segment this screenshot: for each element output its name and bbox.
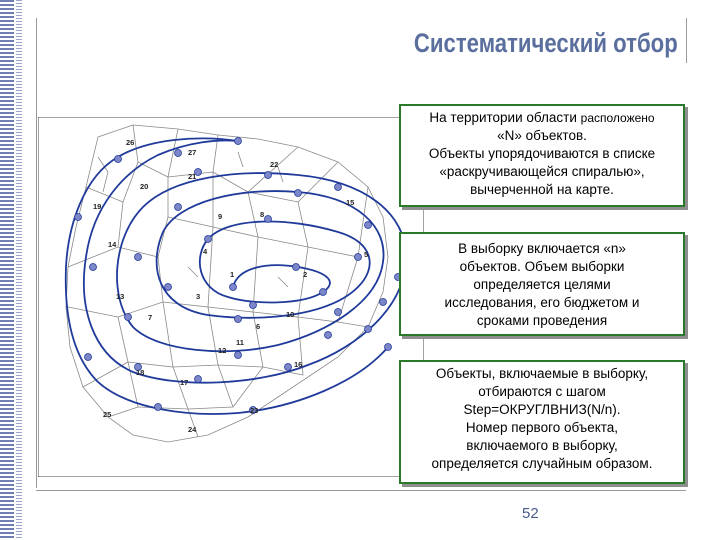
region-label: 16 — [294, 360, 303, 369]
box3-line2: отбираются с шагом — [478, 384, 606, 399]
box1-line2: «N» объектов. — [497, 128, 587, 143]
region-label: 20 — [140, 182, 149, 191]
info-box-population — [399, 104, 685, 207]
region-label: 11 — [236, 338, 244, 347]
region-label: 15 — [346, 198, 355, 207]
region-label: 2 — [303, 270, 308, 279]
region-label: 25 — [103, 410, 112, 419]
region-map — [38, 117, 424, 477]
box1-line5: вычерченной на карте. — [470, 182, 614, 197]
region-label: 8 — [260, 210, 265, 219]
region-label: 6 — [256, 322, 261, 331]
box3-line4: Номер первого объекта, — [465, 420, 619, 435]
frame-left-line — [36, 18, 37, 488]
box1-line3: Объекты упорядочиваются в списке — [428, 146, 656, 161]
slide-title: Систематический отбор — [414, 28, 678, 58]
region-label: 4 — [203, 247, 208, 256]
box2-line1: В выборку включается «n» — [458, 241, 626, 256]
box1-line1: На территории области расположено — [429, 110, 655, 125]
box3-line6: определяется случайным образом. — [431, 456, 653, 471]
region-label: 21 — [188, 172, 197, 181]
region-label: 5 — [364, 250, 369, 259]
left-stripe-decoration — [0, 0, 14, 540]
box2-line2: объектов. Объем выборки — [459, 259, 625, 274]
region-label: 26 — [126, 138, 135, 147]
region-label: 24 — [188, 425, 197, 434]
region-label: 10 — [286, 310, 295, 319]
region-label: 19 — [93, 202, 102, 211]
region-label: 17 — [180, 378, 189, 387]
box3-line5: включаемого в выборку, — [466, 438, 618, 453]
region-label: 27 — [188, 148, 197, 157]
region-label: 7 — [148, 313, 153, 322]
region-label: 23 — [250, 406, 259, 415]
page-number: 52 — [522, 505, 539, 522]
region-label: 1 — [230, 270, 235, 279]
box1-line4: «раскручивающейся спиралью», — [439, 164, 645, 179]
box3-line3: Step=ОКРУГЛВНИЗ(N/n). — [463, 402, 621, 417]
region-label: 18 — [136, 368, 145, 377]
box2-line4: исследования, его бюджетом и — [444, 295, 640, 310]
frame-bottom-line — [36, 490, 686, 491]
box3-line1: Объекты, включаемые в выборку, — [435, 366, 649, 381]
region-label: 22 — [270, 160, 279, 169]
left-stripe-decoration-secondary — [16, 0, 22, 540]
region-label: 14 — [108, 240, 117, 249]
box2-line3: определяется целями — [473, 277, 611, 292]
region-label: 13 — [116, 292, 125, 301]
info-box-step — [399, 360, 685, 484]
region-label: 12 — [218, 346, 227, 355]
region-label: 9 — [218, 212, 223, 221]
info-box-sample-size — [399, 232, 685, 336]
frame-right-line — [686, 18, 687, 63]
region-label: 3 — [196, 292, 201, 301]
box2-line5: сроками проведения — [476, 313, 608, 328]
